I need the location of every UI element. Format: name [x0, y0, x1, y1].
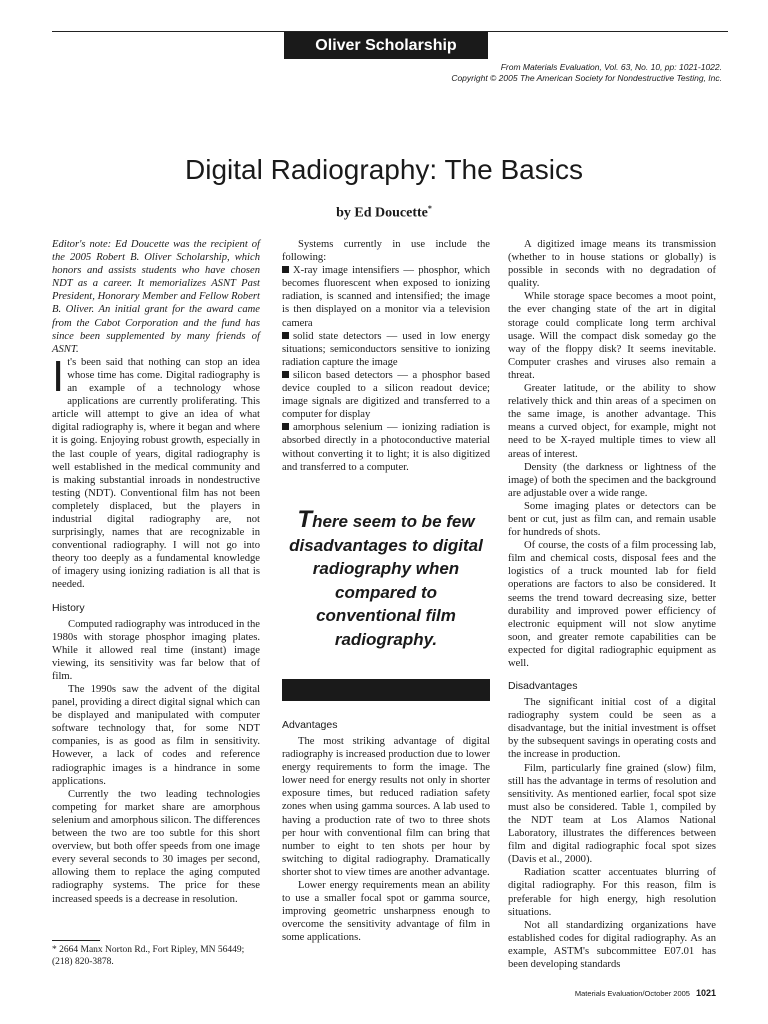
square-bullet-icon: [282, 423, 289, 430]
history-heading: History: [52, 601, 85, 614]
body-paragraph: Some imaging plates or detectors can be bent or cut, just as film can, and remain usable for hundreds of shots.: [508, 500, 716, 539]
bullet-text: amorphous selenium — ionizing radiation is absorbed directly in a photoconductive material without converting it to light; it is also digitized and transferred to a computer.: [282, 422, 490, 473]
square-bullet-icon: [282, 371, 289, 378]
source-line-1: From Materials Evaluation, Vol. 63, No. 10, pp: 1021-1022.: [500, 62, 722, 72]
section-banner: Oliver Scholarship: [284, 32, 488, 59]
author-footnote: * 2664 Manx Norton Rd., Fort Ripley, MN 56449; (218) 820-3878.: [52, 945, 245, 967]
history-paragraph: Currently the two leading technologies competing for market share are amorphous selenium and amorphous silicon. The differences between the two are too subtle for this short overview, but both offer speeds from one image every several seconds to 30 images per second, allowing them to replace the aging computed radiography systems. The price for these increased speeds is a decrease in resolution.: [52, 788, 260, 905]
body-paragraph: While storage space becomes a moot point, the ever changing state of the art in digital storage could complicate long term archival usage. Will the compact disk someday go the way of the floppy disk? It seems inevitable. Computer crashes and viruses also remain a threat.: [508, 291, 716, 381]
systems-intro: Systems currently in use include the following:: [282, 239, 490, 264]
square-bullet-icon: [282, 332, 289, 339]
bullet-item: [282, 264, 490, 329]
body-paragraph: Greater latitude, or the ability to show relatively thick and thin areas of a specimen on the same image, is another advantage. This means a curved object, for example, might not need to be X-rayed multiple times to view all areas of interest.: [508, 383, 716, 460]
history-paragraph: Computed radiography was introduced in the 1980s with storage phosphor imaging plates. While it allowed real time (instant) image viewing, its sensitivity was far below that of film.: [52, 618, 260, 682]
disadvantages-paragraph: Not all standardizing organizations have established codes for digital radiography. As an example, ASTM's subcommittee E07.01 has been developing standards: [508, 919, 716, 970]
advantages-paragraph: Lower energy requirements mean an ability to use a smaller focal spot or gamma source, improving geometric unsharpness enough to overcome the sensitivity advantage of film in some applications.: [282, 880, 490, 944]
column-3: [508, 238, 716, 971]
source-line-2: Copyright © 2005 The American Society for Nondestructive Testing, Inc.: [451, 73, 722, 83]
intro-paragraph: [52, 351, 260, 592]
source-citation: [302, 62, 722, 84]
disadvantages-paragraph: The significant initial cost of a digital radiography system could be seen as a disadvantage, but the initial investment is offset by the subsequent savings in operating costs and the increase in production.: [508, 697, 716, 761]
footnote-rule: [52, 940, 100, 941]
bullet-item: [282, 421, 490, 473]
pull-quote-bar: [282, 679, 490, 701]
disadvantages-paragraph: Film, particularly fine grained (slow) film, still has the advantage in terms of resolution and sensitivity. As mentioned earlier, focal spot size must also be considered. Table 1, compiled by the NDT team at Los Alamos National Laboratory, illustrates the differences between film and digital radiographic focal spot sizes (Davis et al., 2000).: [508, 762, 716, 866]
pull-quote: [282, 508, 490, 651]
column-1: [52, 238, 260, 906]
journal-issue: Materials Evaluation/October 2005: [574, 989, 690, 998]
disadvantages-paragraph: Radiation scatter accentuates blurring of digital radiography. For this reason, film is preferable for high energy, high resolution situations.: [508, 867, 716, 918]
pull-quote-text: here seem to be few disadvantages to digital radiography when compared to conventional film radiography.: [289, 512, 483, 649]
bullet-item: [282, 330, 490, 369]
bullet-item: [282, 369, 490, 421]
intro-text: t's been said that nothing can stop an idea whose time has come. Digital radiography is an example of a technology whose applications are currently proliferating. This article will attempt to give an idea of what digital radiography is, where it began and where it is going. Enjoying robust growth, especially in the last couple of years, digital radiography is well established in the medical community and is making substantial inroads in nondestructive testing (NDT). Conventional film has not been completely displaced, but the players in industrial digital radiography are, not surprisingly, names that are recognizable in conventional radiography. I will not go into theory too deeply as a fundamental knowledge of imagery using ionizing radiation is all that is needed.: [52, 356, 260, 591]
drop-cap: I: [52, 351, 65, 401]
disadvantages-heading: Disadvantages: [508, 680, 578, 693]
page-footer: [575, 987, 716, 1000]
body-paragraph: Density (the darkness or lightness of the image) of both the specimen and the background are adjustable over a wide range.: [508, 461, 716, 499]
body-paragraph: Of course, the costs of a film processing lab, film and chemical costs, disposal fees and the logistics of a truck mounted lab for field operations are factors to also be considered. It seems the trend toward decreasing size, better durability and improved power efficiency of electronic equipment will not slow anytime soon, and greater remote capabilities can be expected for digital radiographic equipment as well.: [508, 540, 716, 669]
column-2: [282, 238, 490, 474]
bullet-text: X-ray image intensifiers — phosphor, which becomes fluorescent when exposed to ionizing radiation, is scanned and intensified; the image is then displayed on a monitor via a television camera: [282, 265, 490, 329]
body-paragraph: A digitized image means its transmission (whether to in house stations or globally) is possible in seconds with no degradation of quality.: [508, 239, 716, 290]
advantages-paragraph: The most striking advantage of digital radiography is increased production due to lower energy requirements to form the image. The lower need for energy results not only in shorter exposure times, but reduced radiation safety zones when using gamma sources. A lab used to having a production rate of two to three shots per hour with conventional film can bring that number to eight to ten shots per hour by switching to digital radiography. Dramatically shorter shot to view times are another advantage.: [282, 736, 490, 878]
advantages-heading: Advantages: [282, 719, 338, 731]
advantages-section: [282, 719, 490, 945]
page-number: 1021: [695, 988, 716, 998]
bullet-text: solid state detectors — used in low energy situations; semiconductors sensitive to ionizing radiation capture the image: [282, 330, 490, 368]
footnote-mark: *: [427, 204, 432, 213]
editor-note: Editor's note: Ed Doucette was the recipient of the 2005 Robert B. Oliver Scholarship, which honors and assists students who have chosen NDT as a career. It memorializes ASNT Past President, Honorary Member and Fellow Robert B. Oliver. An initial grant for the award came from the Cabot Corporation and the fund has since been supplemented by many friends of ASNT.: [52, 239, 260, 355]
article-title: Digital Radiography: The Basics: [185, 154, 583, 185]
author-name: by Ed Doucette: [336, 205, 428, 221]
history-paragraph: The 1990s saw the advent of the digital panel, providing a direct digital signal which can be displayed and manipulated with computer software technology that, for some NDT companies, is as good as film in sensitivity. However, a lack of codes and reference radiographic images is a hindrance in some applications.: [52, 684, 260, 787]
bullet-text: silicon based detectors — a phosphor based device coupled to a silicon readout device; image signals are digitized and transferred to a computer for display: [282, 369, 490, 421]
pull-quote-initial: T: [297, 506, 313, 533]
byline: [0, 200, 768, 223]
square-bullet-icon: [282, 266, 289, 273]
